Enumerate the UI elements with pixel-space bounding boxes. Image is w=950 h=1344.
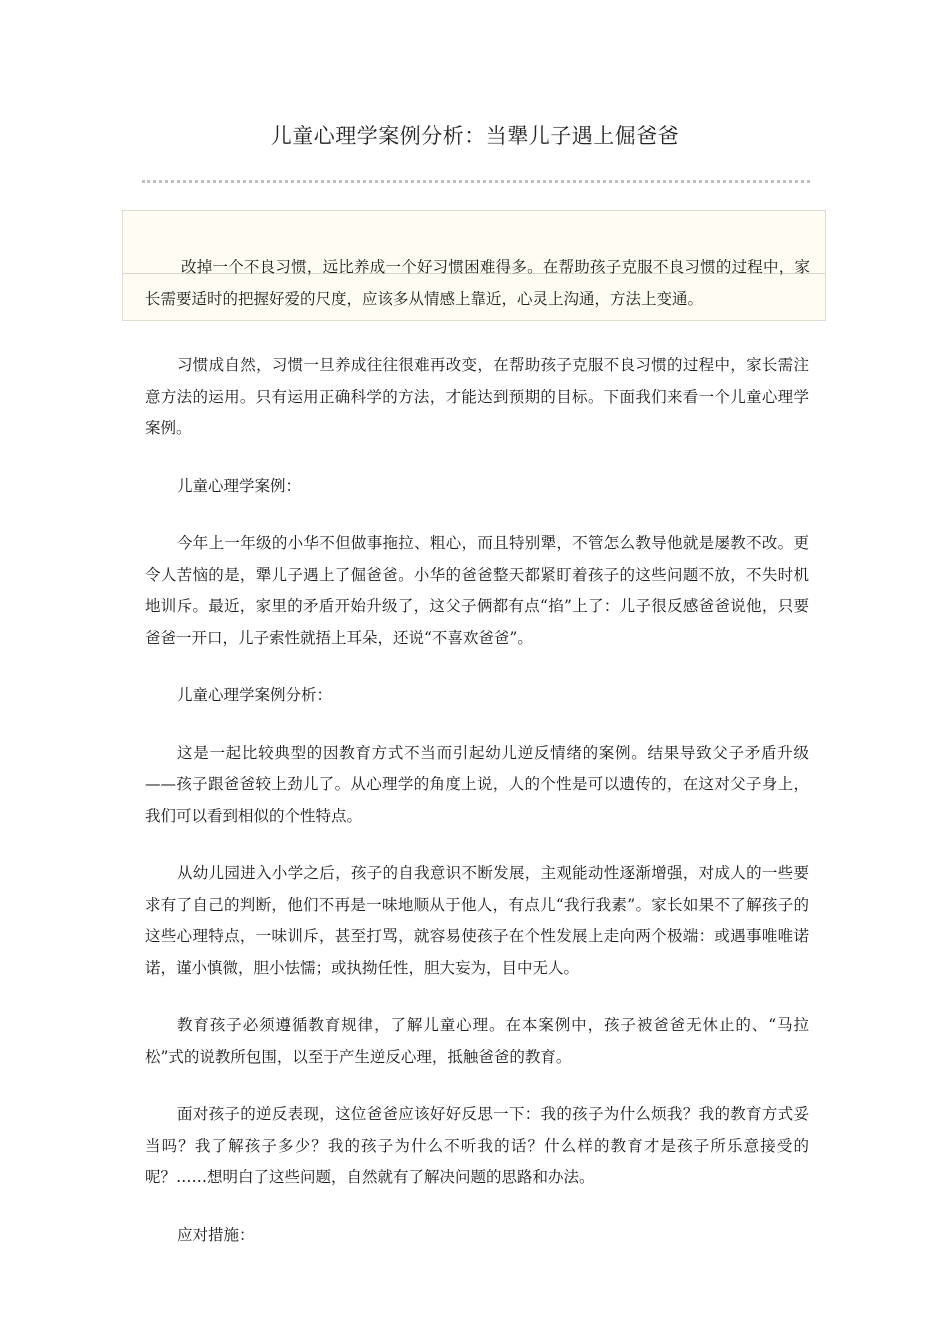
article-body bbox=[145, 350, 809, 1277]
paragraph-analysis-1: 这是一起比较典型的因教育方式不当而引起幼儿逆反情绪的案例。结果导致父子矛盾升级——孩子跟爸爸较上劲儿了。从心理学的角度上说，人的个性是可以遗传的，在这对父子身上，我们可以看到相似的个性特点。 bbox=[145, 743, 809, 825]
section-heading-case: 儿童心理学案例： bbox=[177, 476, 302, 495]
summary-box bbox=[122, 210, 826, 321]
section-heading-measures: 应对措施： bbox=[177, 1225, 255, 1244]
section-heading-analysis: 儿童心理学案例分析： bbox=[177, 686, 333, 704]
title-divider bbox=[142, 180, 810, 183]
page-title: 儿童心理学案例分析：当犟儿子遇上倔爸爸 bbox=[270, 124, 680, 148]
paragraph-analysis-4: 面对孩子的逆反表现，这位爸爸应该好好反思一下：我的孩子为什么烦我？我的教育方式妥当吗？我了解孩子多少？我的孩子为什么不听我的话？什么样的教育才是孩子所乐意接受的呢？……想明白了这些问题，自然就有了解决问题的思路和办法。 bbox=[145, 1105, 809, 1186]
paragraph-intro: 习惯成自然，习惯一旦养成往往很难再改变，在帮助孩子克服不良习惯的过程中，家长需注意方法的运用。只有运用正确科学的方法，才能达到预期的目标。下面我们来看一个儿童心理学案例。 bbox=[145, 356, 809, 437]
summary-text: 改掉一个不良习惯，远比养成一个好习惯困难得多。在帮助孩子克服不良习惯的过程中，家长需要适时的把握好爱的尺度，应该多从情感上靠近，心灵上沟通，方法上变通。 bbox=[145, 258, 810, 308]
paragraph-analysis-2: 从幼儿园进入小学之后，孩子的自我意识不断发展，主观能动性逐渐增强，对成人的一些要求有了自己的判断，他们不再是一味地顺从于他人，有点儿“我行我素”。家长如果不了解孩子的这些心理特点，一味训斥，甚至打骂，就容易使孩子在个性发展上走向两个极端：或遇事唯唯诺诺，谨小慎微，胆小怯懦；或执拗任性，胆大妄为，目中无人。 bbox=[145, 864, 809, 977]
paragraph-analysis-3: 教育孩子必须遵循教育规律，了解儿童心理。在本案例中，孩子被爸爸无休止的、“马拉松”式的说教所包围，以至于产生逆反心理，抵触爸爸的教育。 bbox=[145, 1016, 809, 1066]
paragraph-case: 今年上一年级的小华不但做事拖拉、粗心，而且特别犟，不管怎么教导他就是屡教不改。更令人苦恼的是，犟儿子遇上了倔爸爸。小华的爸爸整天都紧盯着孩子的这些问题不放，不失时机地训斥。最近，家里的矛盾开始升级了，这父子俩都有点“掐”上了：儿子很反感爸爸说他，只要爸爸一开口，儿子索性就捂上耳朵，还说“不喜欢爸爸”。 bbox=[145, 534, 809, 647]
